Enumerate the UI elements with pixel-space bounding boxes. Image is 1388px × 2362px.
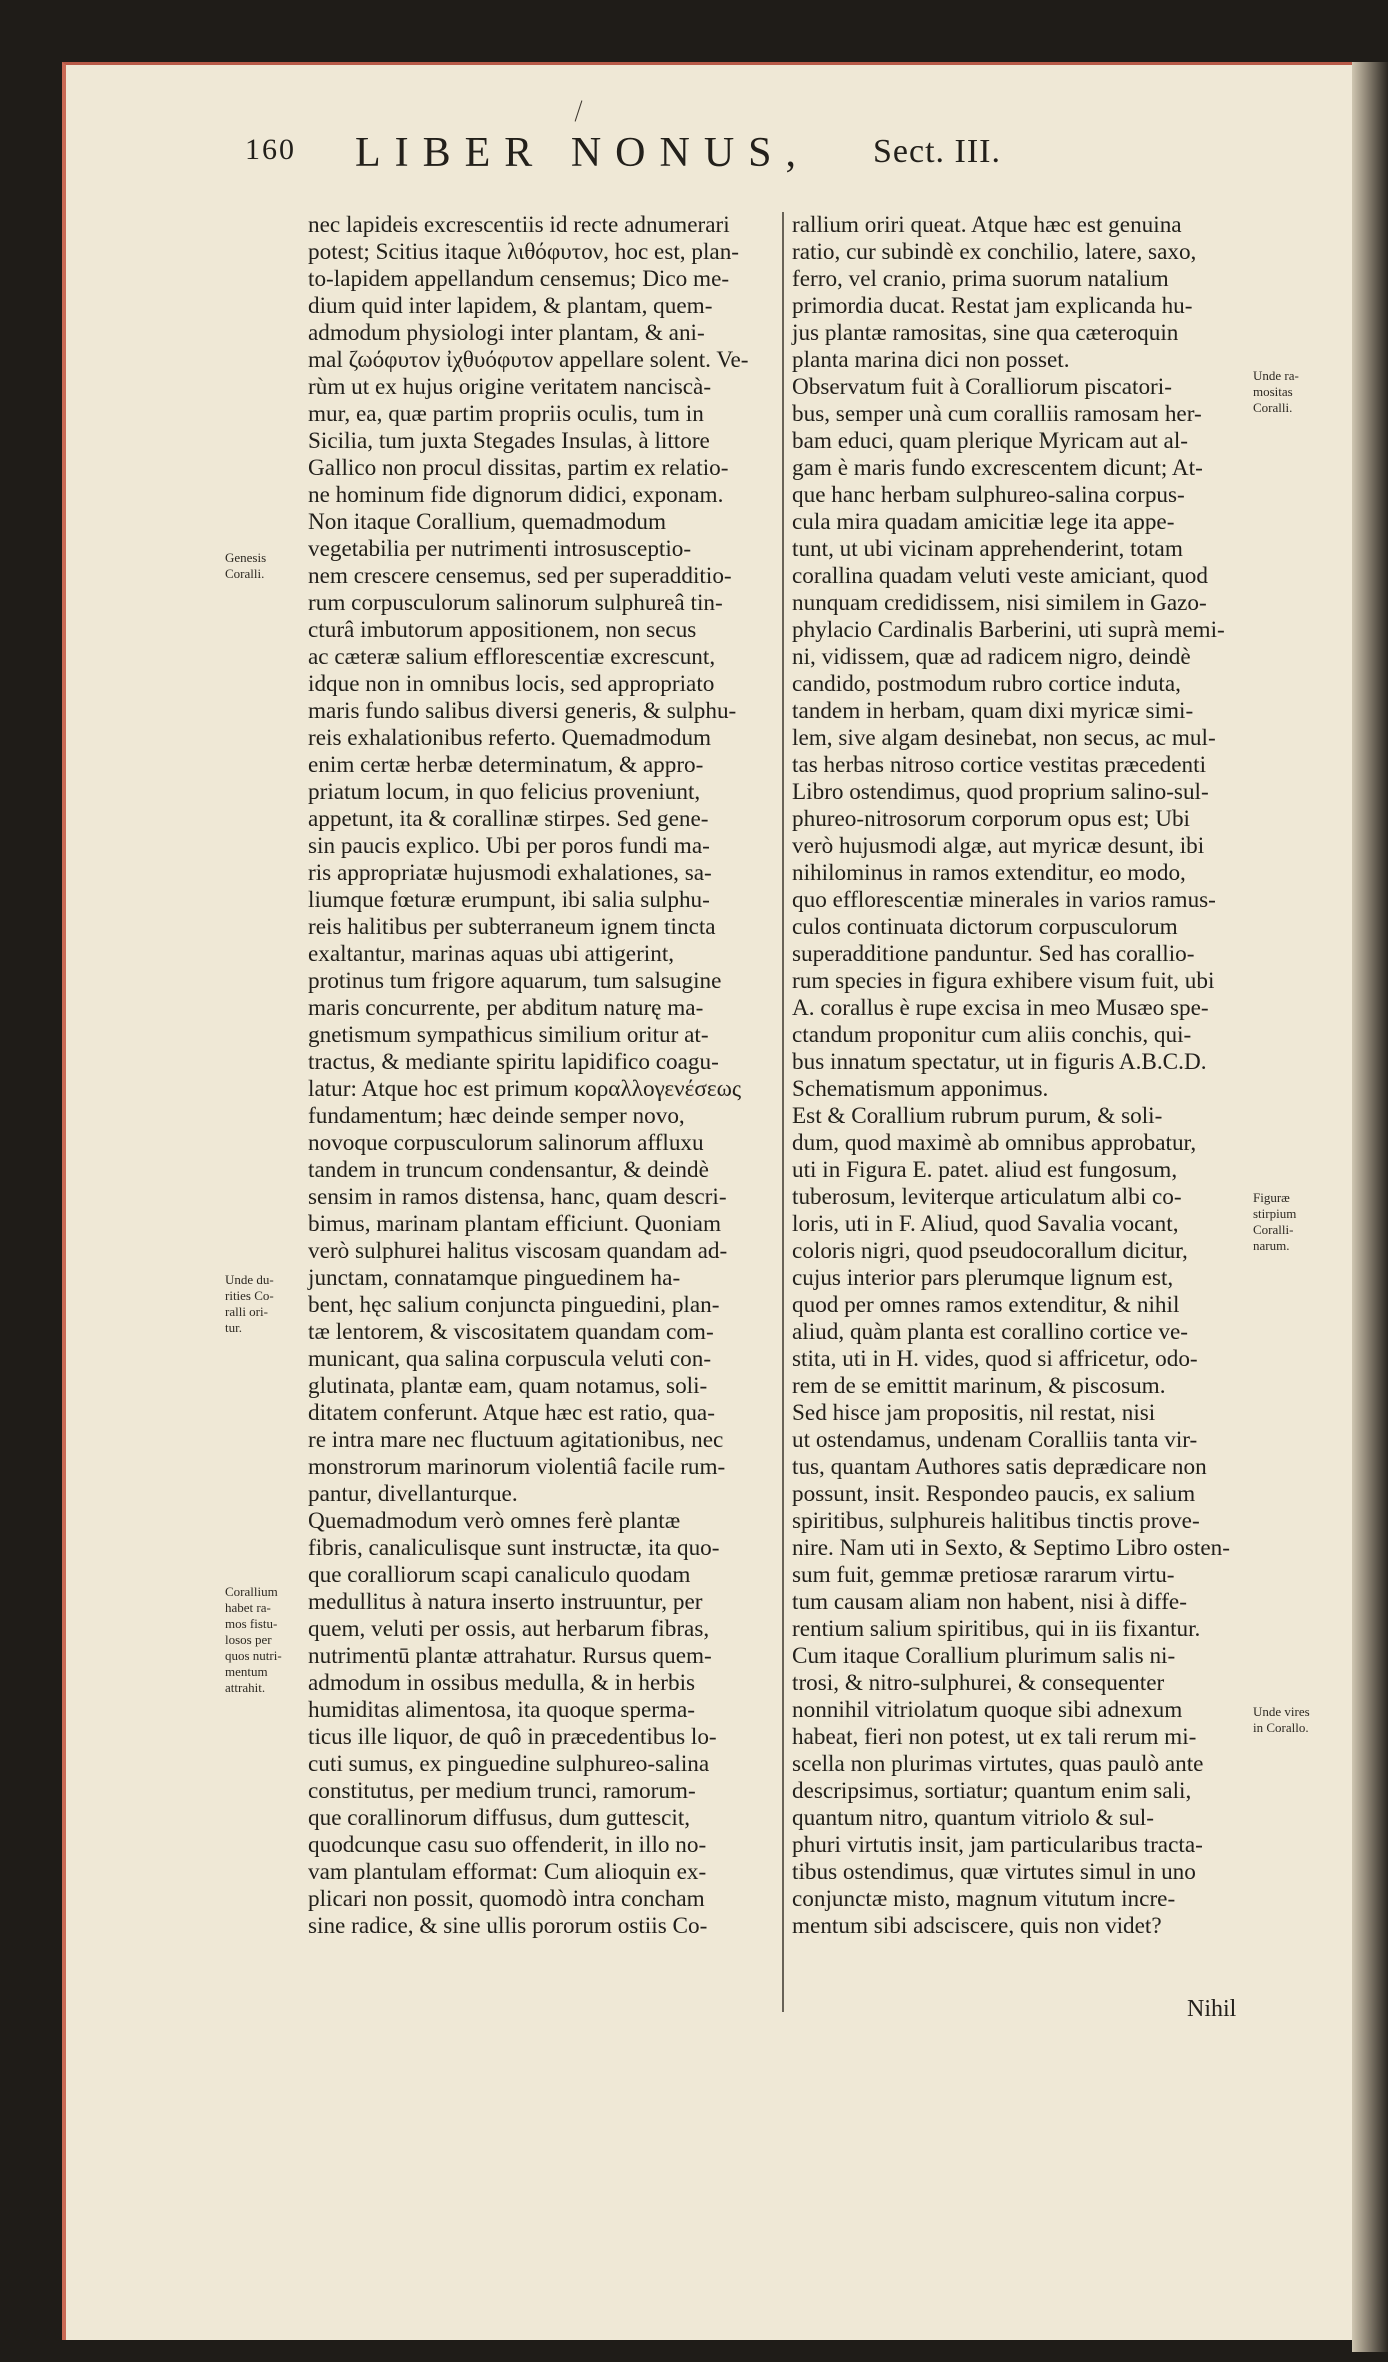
running-header xyxy=(245,129,1145,179)
text-line: coloris nigri, quod pseudocorallum dicitur, xyxy=(792,1238,1188,1264)
text-line: que corallinorum diffusus, dum guttescit, xyxy=(308,1805,691,1831)
page-fold-shadow xyxy=(1352,62,1388,2352)
text-line: priatum locum, in quo felicius proveniunt, xyxy=(308,779,701,805)
text-line: quo efflorescentiæ minerales in varios ramus- xyxy=(792,887,1216,913)
text-line: sensim in ramos distensa, hanc, quam descri- xyxy=(308,1184,727,1210)
margin-note-corallium-fistulosos xyxy=(225,1584,282,1696)
text-line: ne hominum fide dignorum didici, exponam. xyxy=(308,482,724,508)
text-line: novoque corpusculorum salinorum affluxu xyxy=(308,1130,704,1156)
margin-note-genesis xyxy=(225,550,266,582)
text-line: tum causam aliam non habent, nisi à diffe- xyxy=(792,1589,1187,1615)
text-line: tandem in herbam, quam dixi myricæ simi- xyxy=(792,698,1194,724)
text-line: protinus tum frigore aquarum, tum salsugine xyxy=(308,968,722,994)
margin-note-line: Coralli. xyxy=(1253,400,1293,415)
margin-note-line: Coralli. xyxy=(225,566,265,581)
text-line: reis halitibus per subterraneum ignem tincta xyxy=(308,914,716,940)
text-line: medullitus à natura inserto instruuntur, per xyxy=(308,1589,703,1615)
text-line: ac cæteræ salium efflorescentiæ excrescunt, xyxy=(308,644,716,670)
margin-note-line: stirpium xyxy=(1253,1206,1297,1221)
text-line: ris appropriatæ hujusmodi exhalationes, sa- xyxy=(308,860,712,886)
text-line: ticus ille liquor, de quô in præcedentibus lo- xyxy=(308,1724,717,1750)
text-line: trosi, & nitro-sulphurei, & consequenter xyxy=(792,1670,1165,1696)
text-line: tandem in truncum condensantur, & deindè xyxy=(308,1157,709,1183)
text-line: constitutus, per medium trunci, ramorum- xyxy=(308,1778,696,1804)
text-line: corallina quadam veluti veste amiciant, quod xyxy=(792,563,1208,589)
text-line: tas herbas nitroso cortice vestitas præcedenti xyxy=(792,752,1207,778)
text-line: latur: Atque hoc est primum κοραλλογενέσεως xyxy=(308,1076,742,1102)
text-line: aliud, quàm planta est corallino cortice ve- xyxy=(792,1319,1188,1345)
text-column-left xyxy=(308,212,778,1940)
text-line: humiditas alimentosa, ita quoque sperma- xyxy=(308,1697,696,1723)
text-line: gnetismum sympathicus similium oritur at- xyxy=(308,1022,709,1048)
text-line: jus plantæ ramositas, sine qua cæteroquin xyxy=(792,320,1179,346)
text-line: tæ lentorem, & viscositatem quandam com- xyxy=(308,1319,714,1345)
text-line: dum, quod maximè ab omnibus approbatur, xyxy=(792,1130,1197,1156)
text-line: bam educi, quam plerique Myricam aut al- xyxy=(792,428,1188,454)
text-line: Libro ostendimus, quod proprium salino-sul- xyxy=(792,779,1209,805)
text-line: cuti sumus, ex pinguedine sulphureo-salina xyxy=(308,1751,710,1777)
text-line: appetunt, ita & corallinæ stirpes. Sed gene- xyxy=(308,806,709,832)
text-line: potest; Scitius itaque λιθόφυτον, hoc est, plan- xyxy=(308,239,740,265)
margin-note-line: Genesis xyxy=(225,550,267,565)
text-line: nec lapideis excrescentiis id recte adnumerari xyxy=(308,212,730,238)
text-line: descripsimus, sortiatur; quantum enim sali, xyxy=(792,1778,1192,1804)
margin-note-line: Unde du- xyxy=(225,1272,274,1287)
text-line: rum species in figura exhibere visum fuit, ubi xyxy=(792,968,1215,994)
text-line: dium quid inter lapidem, & plantam, quem- xyxy=(308,293,713,319)
text-line: Quemadmodum verò omnes ferè plantæ xyxy=(308,1508,681,1534)
margin-note-line: narum. xyxy=(1253,1238,1290,1253)
margin-note-figurae xyxy=(1253,1190,1296,1254)
text-line: nutrimentū plantæ attrahatur. Rursus quem- xyxy=(308,1643,712,1669)
text-line: primordia ducat. Restat jam explicanda hu- xyxy=(792,293,1193,319)
text-line: tractus, & mediante spiritu lapidifico coagu- xyxy=(308,1049,719,1075)
text-line: sum fuit, gemmæ pretiosæ rararum virtu- xyxy=(792,1562,1175,1588)
text-line: cula mira quadam amicitiæ lege ita appe- xyxy=(792,509,1175,535)
text-line: Observatum fuit à Coralliorum piscatori- xyxy=(792,374,1172,400)
text-line: quantum nitro, quantum vitriolo & sul- xyxy=(792,1805,1154,1831)
margin-note-line: Coralli- xyxy=(1253,1222,1294,1237)
text-line: admodum in ossibus medulla, & in herbis xyxy=(308,1670,696,1696)
text-line: que hanc herbam sulphureo-salina corpus- xyxy=(792,482,1185,508)
text-line: quod per omnes ramos extenditur, & nihil xyxy=(792,1292,1180,1318)
text-line: nunquam credidissem, nisi similem in Gazo- xyxy=(792,590,1207,616)
text-line: possunt, insit. Respondeo paucis, ex salium xyxy=(792,1481,1196,1507)
text-line: bus innatum spectatur, ut in figuris A.B.C.D. xyxy=(792,1049,1207,1075)
text-line: junctam, connatamque pinguedinem ha- xyxy=(308,1265,681,1291)
text-line: verò hujusmodi algæ, aut myricæ desunt, ibi xyxy=(792,833,1205,859)
text-line: maris fundo salibus diversi generis, & sulphu- xyxy=(308,698,737,724)
text-line: habeat, fieri non potest, ut ex tali rerum mi- xyxy=(792,1724,1197,1750)
text-line: ctandum proponitur cum aliis conchis, qui- xyxy=(792,1022,1192,1048)
text-line: monstrorum marinorum violentiâ facile rum- xyxy=(308,1454,726,1480)
margin-note-line: tur. xyxy=(225,1320,242,1335)
text-line: Sicilia, tum juxta Stegades Insulas, à littore xyxy=(308,428,710,454)
section-label: Sect. III. xyxy=(873,133,1002,170)
text-line: tuberosum, leviterque articulatum albi co- xyxy=(792,1184,1182,1210)
margin-note-unde-duri xyxy=(225,1272,274,1336)
text-line: tus, quantam Authores satis deprædicare non xyxy=(792,1454,1207,1480)
text-line: uti in Figura E. patet. aliud est fungosum, xyxy=(792,1157,1178,1183)
book-title: LIBER NONUS, xyxy=(355,130,811,176)
text-line: phuri virtutis insit, jam particularibus tracta- xyxy=(792,1832,1203,1858)
margin-note-line: attrahit. xyxy=(225,1680,266,1695)
text-line: sine radice, & sine ullis pororum ostiis Co- xyxy=(308,1913,708,1939)
text-line: quem, veluti per ossis, aut herbarum fibras, xyxy=(308,1616,710,1642)
text-line: ditatem conferunt. Atque hæc est ratio, qua- xyxy=(308,1400,715,1426)
text-line: tibus ostendimus, quæ virtutes simul in uno xyxy=(792,1859,1196,1885)
text-line: ni, vidissem, quæ ad radicem nigro, deindè xyxy=(792,644,1191,670)
margin-note-line: in Corallo. xyxy=(1253,1720,1309,1735)
text-line: rem de se emittit marinum, & piscosum. xyxy=(792,1373,1166,1399)
text-line: stita, uti in H. vides, quod si affricetur, odo- xyxy=(792,1346,1198,1372)
text-line: conjunctæ misto, magnum vitutum incre- xyxy=(792,1886,1176,1912)
text-line: nonnihil vitriolatum quoque sibi adnexum xyxy=(792,1697,1183,1723)
margin-note-line: rities Co- xyxy=(225,1288,274,1303)
text-line: mur, ea, quæ partim propriis oculis, tum in xyxy=(308,401,704,427)
text-line: reis exhalationibus referto. Quemadmodum xyxy=(308,725,712,751)
margin-note-line: habet ra- xyxy=(225,1600,271,1615)
margin-note-line: Corallium xyxy=(225,1584,278,1599)
text-line: re intra mare nec fluctuum agitationibus, nec xyxy=(308,1427,724,1453)
text-line: pantur, divellanturque. xyxy=(308,1481,518,1507)
text-line: glutinata, plantæ eam, quam notamus, soli- xyxy=(308,1373,708,1399)
margin-note-line: mentum xyxy=(225,1664,268,1679)
text-line: Est & Corallium rubrum purum, & soli- xyxy=(792,1103,1163,1129)
text-line: rentium salium spiritibus, qui in iis fixantur. xyxy=(792,1616,1201,1642)
text-line: mal ζωόφυτον ἰχθυόφυτον appellare solent. Ve- xyxy=(308,347,749,373)
text-line: culos continuata dictorum corpusculorum xyxy=(792,914,1178,940)
text-line: planta marina dici non posset. xyxy=(792,347,1070,373)
text-line: Cum itaque Corallium plurimum salis ni- xyxy=(792,1643,1176,1669)
text-line: bus, semper unà cum coralliis ramosam her- xyxy=(792,401,1202,427)
text-line: exaltantur, marinas aquas ubi attigerint, xyxy=(308,941,675,967)
text-line: to-lapidem appellandum censemus; Dico me- xyxy=(308,266,730,292)
text-line: plicari non possit, quomodò intra concham xyxy=(308,1886,705,1912)
text-line: verò sulphurei halitus viscosam quandam ad- xyxy=(308,1238,728,1264)
column-divider xyxy=(782,212,784,2012)
text-line: idque non in omnibus locis, sed appropriato xyxy=(308,671,715,697)
text-line: nem crescere censemus, sed per superadditio- xyxy=(308,563,732,589)
margin-note-line: Unde vires xyxy=(1253,1704,1310,1719)
margin-note-line: quos nutri- xyxy=(225,1648,282,1663)
text-line: gam è maris fundo excrescentem dicunt; At- xyxy=(792,455,1203,481)
margin-note-line: losos per xyxy=(225,1632,272,1647)
text-line: nihilominus in ramos extenditur, eo modo, xyxy=(792,860,1186,886)
text-line: municant, qua salina corpuscula veluti con- xyxy=(308,1346,712,1372)
text-line: superadditione panduntur. Sed has corallio- xyxy=(792,941,1195,967)
text-line: spiritibus, sulphureis halitibus tinctis prove- xyxy=(792,1508,1200,1534)
text-line: Non itaque Corallium, quemadmodum xyxy=(308,509,667,535)
text-line: rallium oriri queat. Atque hæc est genuina xyxy=(792,212,1182,238)
text-line: phureo-nitrosorum corporum opus est; Ubi xyxy=(792,806,1190,832)
text-line: bimus, marinam plantam efficiunt. Quoniam xyxy=(308,1211,721,1237)
text-line: ut ostendamus, undenam Coralliis tanta vir- xyxy=(792,1427,1198,1453)
page-number: 160 xyxy=(245,133,296,166)
text-line: mentum sibi adsciscere, quis non videt? xyxy=(792,1913,1162,1939)
text-line: vegetabilia per nutrimenti introsusceptio- xyxy=(308,536,692,562)
text-line: rum corpusculorum salinorum sulphureâ tin- xyxy=(308,590,723,616)
margin-note-ramositas xyxy=(1253,368,1299,416)
margin-note-vires xyxy=(1253,1704,1310,1736)
text-line: Sed hisce jam propositis, nil restat, nisi xyxy=(792,1400,1156,1426)
text-line: vam plantulam efformat: Cum alioquin ex- xyxy=(308,1859,707,1885)
text-line: bent, hęc salium conjuncta pinguedini, plan- xyxy=(308,1292,720,1318)
text-line: quodcunque casu suo offenderit, in illo no- xyxy=(308,1832,707,1858)
text-line: lem, sive algam desinebat, non secus, ac mul- xyxy=(792,725,1216,751)
text-line: candido, postmodum rubro cortice induta, xyxy=(792,671,1181,697)
text-line: rùm ut ex hujus origine veritatem nanciscà- xyxy=(308,374,712,400)
text-line: liumque fœturæ erumpunt, ibi salia sulphu- xyxy=(308,887,710,913)
text-line: fundamentum; hæc deinde semper novo, xyxy=(308,1103,685,1129)
margin-note-line: Figuræ xyxy=(1253,1190,1290,1205)
text-column-right xyxy=(792,212,1252,1940)
text-line: ratio, cur subindè ex conchilio, latere, saxo, xyxy=(792,239,1197,265)
text-line: Gallico non procul dissitas, partim ex relatio- xyxy=(308,455,729,481)
catchword: Nihil xyxy=(1187,1996,1237,2022)
text-line: A. corallus è rupe excisa in meo Musæo spe- xyxy=(792,995,1209,1021)
text-line: cturâ imbutorum appositionem, non secus xyxy=(308,617,697,643)
text-line: cujus interior pars plerumque lignum est, xyxy=(792,1265,1174,1291)
text-line: maris concurrente, per abditum naturę ma- xyxy=(308,995,704,1021)
text-line: ferro, vel cranio, prima suorum natalium xyxy=(792,266,1169,292)
text-line: loris, uti in F. Aliud, quod Savalia vocant, xyxy=(792,1211,1179,1237)
text-line: tunt, ut ubi vicinam apprehenderint, totam xyxy=(792,536,1183,562)
margin-note-line: mositas xyxy=(1253,384,1293,399)
margin-note-line: Unde ra- xyxy=(1253,368,1299,383)
text-line: nire. Nam uti in Sexto, & Septimo Libro osten- xyxy=(792,1535,1230,1561)
text-line: phylacio Cardinalis Barberini, uti suprà memi- xyxy=(792,617,1225,643)
margin-note-line: ralli ori- xyxy=(225,1304,268,1319)
text-line: scella non plurimas virtutes, quas paulò ante xyxy=(792,1751,1204,1777)
text-line: Schematismum apponimus. xyxy=(792,1076,1049,1102)
text-line: sin paucis explico. Ubi per poros fundi ma- xyxy=(308,833,710,859)
text-line: fibris, canaliculisque sunt instructæ, ita quo- xyxy=(308,1535,720,1561)
margin-note-line: mos fistu- xyxy=(225,1616,278,1631)
text-line: enim certæ herbæ determinatum, & appro- xyxy=(308,752,704,778)
text-line: que coralliorum scapi canaliculo quodam xyxy=(308,1562,691,1588)
text-line: admodum physiologi inter plantam, & ani- xyxy=(308,320,705,346)
